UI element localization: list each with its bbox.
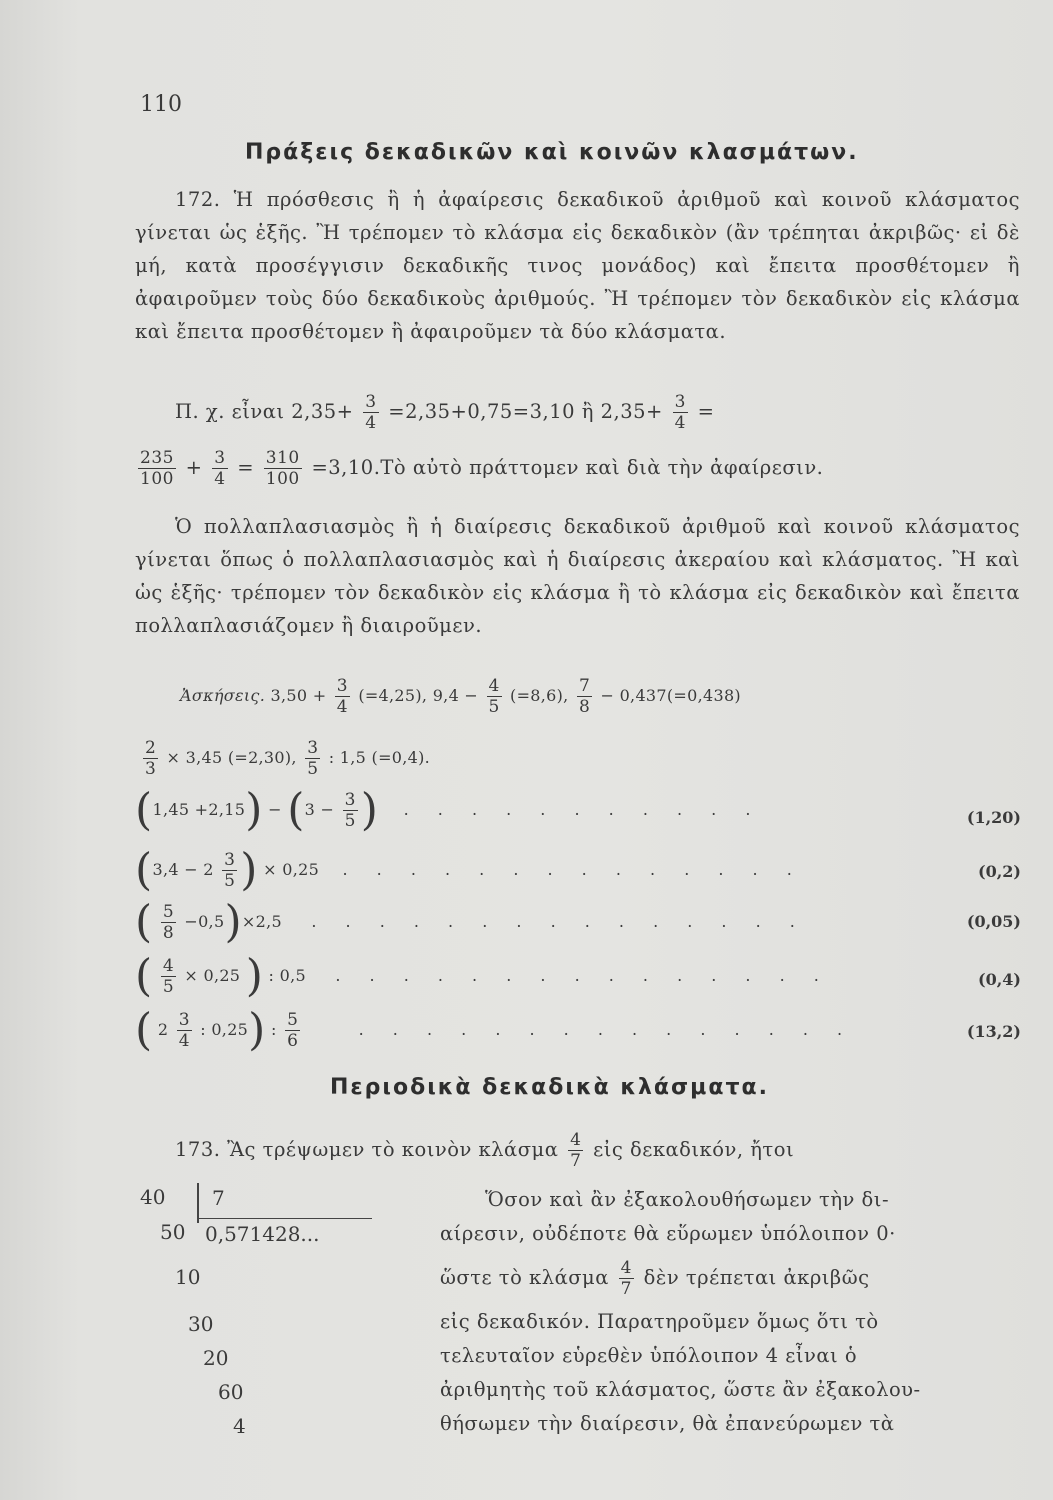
fraction: $\frac{4}{7}$ <box>620 1258 632 1299</box>
exercise-text: (=8,6), <box>510 686 569 705</box>
division-bar <box>197 1183 199 1223</box>
result-5: (13,2) <box>966 1022 1021 1041</box>
fraction: $\frac{3}{4}$ <box>336 676 348 717</box>
fraction: $\frac{3}{4}$ <box>178 1010 190 1051</box>
fraction: $\frac{4}{5}$ <box>162 956 174 997</box>
right-text-4: εἰς δεκαδικόν. Παρατηροῦμεν ὅμως ὅτι τὸ <box>440 1310 879 1333</box>
page-number: 110 <box>140 92 182 117</box>
equals-sign: = <box>237 456 255 479</box>
example-tail: =3,10.Τὸ αὐτὸ πράττομεν καὶ διὰ τὴν ἀφαίρεσιν. <box>311 456 824 479</box>
exercise-text: : 1,5 (=0,4). <box>328 748 431 767</box>
p173-text: 173. Ἂς τρέψωμεν τὸ κοινὸν κλάσμα <box>175 1138 559 1161</box>
section-heading-2: Περιοδικὰ δεκαδικὰ κλάσματα. <box>330 1075 769 1100</box>
right-text-7: θήσωμεν τὴν διαίρεσιν, θὰ ἐπανεύρωμεν τὰ <box>440 1412 895 1435</box>
plus-sign: + <box>185 456 203 479</box>
fraction: $\frac{3}{5}$ <box>344 790 356 831</box>
fraction: $\frac{4}{7}$ <box>570 1130 582 1171</box>
exercises-label: Ἀσκήσεις. <box>180 686 266 705</box>
division-remainder: 4 <box>233 1414 246 1438</box>
right-text-5: τελευταῖον εὑρεθὲν ὑπόλοιπον 4 εἶναι ὁ <box>440 1344 858 1367</box>
division-line <box>197 1218 372 1219</box>
right-text-2: αίρεσιν, οὐδέποτε θὰ εὕρωμεν ὑπόλοιπον 0· <box>440 1222 896 1245</box>
division-remainder: 30 <box>188 1312 214 1336</box>
example-part-a: 2,35+ <box>291 400 354 423</box>
example-line-1 <box>175 392 714 433</box>
example-line-2 <box>135 448 823 489</box>
division-remainder: 10 <box>175 1265 201 1289</box>
exercise-text: × 3,45 (=2,30), <box>166 748 297 767</box>
example-part-b: =2,35+0,75=3,10 ἢ 2,35+ <box>388 400 663 423</box>
fraction: $\frac{4}{5}$ <box>488 676 500 717</box>
fraction: $\frac{3}{5}$ <box>224 850 236 891</box>
exercises-line-2 <box>140 738 430 779</box>
paragraph-multiplication: Ὁ πολλαπλασιασμὸς ἢ ἡ διαίρεσις δεκαδικοῦ ἀριθμοῦ καὶ κοινοῦ κλάσματος γίνεται ὅπως ὁ πολλαπλασιασμὸς καὶ ἡ διαίρεσις ἀκεραίου καὶ κλάσματος. Ἢ καὶ ὡς ἑξῆς· τρέπομεν τὸν δεκαδικὸν εἰς κλάσμα ἢ τὸ κλάσμα εἰς δεκαδικὸν καὶ ἔπειτα πολλαπλασιάζομεν ἢ διαιροῦμεν. <box>135 515 1020 637</box>
fraction: $\frac{2}{3}$ <box>145 738 157 779</box>
result-1: (1,20) <box>966 808 1021 827</box>
exercise-row-5: ( 2 $\frac{3}{4}$ : 0,25) : $\frac{5}{6}$ . . . . . . . . . . . . . . . <box>135 1004 855 1056</box>
exercise-text: 3,50 + <box>270 686 327 705</box>
quotient: 0,571428... <box>205 1222 320 1246</box>
right-text-6: ἀριθμητὴς τοῦ κλάσματος, ὥστε ἂν ἐξακολου- <box>440 1378 921 1401</box>
section-heading: Πράξεις δεκαδικῶν καὶ κοινῶν κλασμάτων. <box>245 140 859 165</box>
right-text-3: ὥστε τὸ κλάσμα $\frac{4}{7}$ δὲν τρέπεται ἀκριβῶς <box>440 1258 870 1299</box>
exercise-row-2: (3,4 − 2 $\frac{3}{5}$ ) × 0,25 . . . . . . . . . . . . . . <box>135 844 804 896</box>
right-text-1: Ὅσον καὶ ἂν ἐξακολουθήσωμεν τὴν δι- <box>485 1188 890 1211</box>
fraction: $\frac{3}{4}$ <box>365 392 377 433</box>
result-4: (0,4) <box>978 970 1021 989</box>
exercise-text: (=4,25), 9,4 − <box>358 686 479 705</box>
fraction: $\frac{7}{8}$ <box>578 676 591 717</box>
fraction: $\frac{5}{8}$ <box>162 902 174 943</box>
example-prefix: Π. χ. εἶναι <box>175 400 285 423</box>
exercise-row-1: (1,45 +2,15) − (3 − $\frac{3}{5}$ ) . . . . . . . . . . . <box>135 784 763 836</box>
fraction: $\frac{235}{100}$ <box>140 448 174 489</box>
example-part-c: = <box>697 400 715 423</box>
exercises-line-1 <box>180 676 741 717</box>
fraction: $\frac{3}{4}$ <box>674 392 686 433</box>
division-remainder: 20 <box>203 1346 229 1370</box>
result-3: (0,05) <box>966 912 1021 931</box>
fraction: $\frac{3}{4}$ <box>214 448 226 489</box>
division-remainder: 40 <box>140 1185 166 1209</box>
exercise-row-3: ( $\frac{5}{8}$ −0,5)×2,5 . . . . . . . . . . . . . . . <box>135 896 807 948</box>
p173-text: εἰς δεκαδικόν, ἤτοι <box>593 1138 795 1161</box>
fraction: $\frac{3}{5}$ <box>307 738 319 779</box>
result-2: (0,2) <box>978 862 1021 881</box>
divisor: 7 <box>212 1186 225 1210</box>
division-remainder: 60 <box>218 1380 244 1404</box>
fraction: $\frac{5}{6}$ <box>287 1010 299 1051</box>
paragraph-172: 172. Ἡ πρόσθεσις ἢ ἡ ἀφαίρεσις δεκαδικοῦ ἀριθμοῦ καὶ κοινοῦ κλάσματος γίνεται ὡς ἑξῆς. Ἢ τρέπομεν τὸ κλάσμα εἰς δεκαδικὸν (ἂν τρέπηται ἀκριβῶς· εἰ δὲ μή, κατὰ προσέγγισιν δεκαδικῆς τινος μονάδος) καὶ ἔπειτα προσθέτομεν ἢ ἀφαιροῦμεν τοὺς δύο δεκαδικοὺς ἀριθμούς. Ἢ τρέπομεν τὸν δεκαδικὸν εἰς κλάσμα καὶ ἔπειτα προσθέτομεν ἢ ἀφαιροῦμεν τὰ δύο κλάσματα. <box>135 188 1020 343</box>
exercise-text: − 0,437(=0,438) <box>600 686 741 705</box>
fraction: $\frac{310}{100}$ <box>265 448 300 489</box>
division-remainder: 50 <box>160 1220 186 1244</box>
exercise-row-4: ( $\frac{4}{5}$ × 0,25 ) : 0,5 . . . . . . . . . . . . . . . <box>135 950 831 1002</box>
paragraph-173 <box>175 1130 794 1171</box>
